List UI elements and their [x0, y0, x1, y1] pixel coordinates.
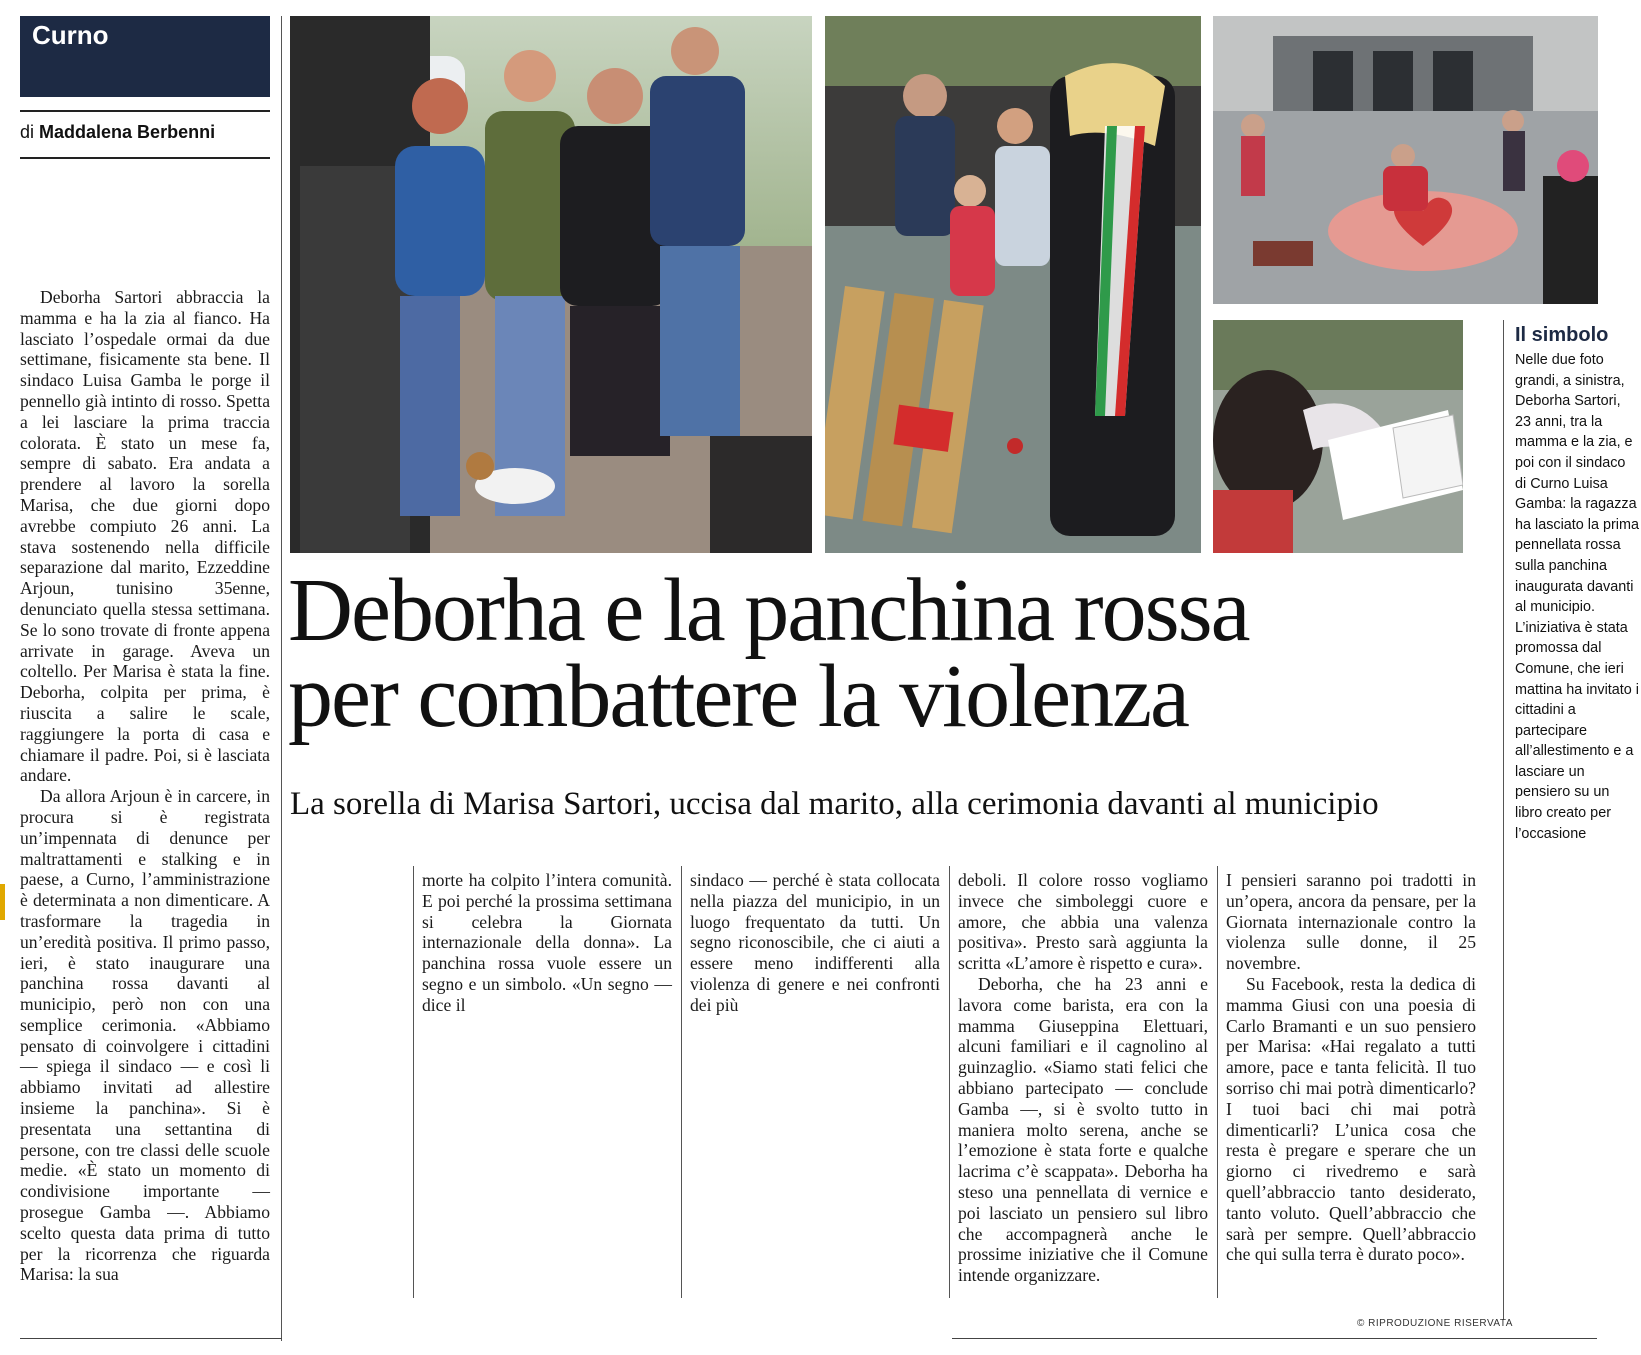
column-divider [281, 16, 282, 1341]
bottom-rule-left [20, 1338, 282, 1339]
byline-rule-bottom [20, 157, 270, 159]
body-paragraph: Su Facebook, resta la dedica di mamma Giusi con una poesia di Carlo Bramanti e un suo pensiero per Marisa: «Hai regalato a tutti amore, pace e tanta felicità. Il tuo sorriso chi mai potrà dimenticarlo? I tuoi baci chi mai potrà dimenticarli? L’unica cosa che resta è pregare e sperare che un giorno ci rivedremo e sarà quell’abbraccio tanto desiderato, tanto voluto. Quell’abbraccio che sarà per sempre. Quell’abbraccio che qui sulla terra è durato poco». [1226, 973, 1476, 1265]
photo-guest-book-image [1213, 320, 1463, 553]
caption-text: Nelle due foto grandi, a sinistra, Deborha Sartori, 23 anni, tra la mamma e la zia, e poi con il sindaco di Curno Luisa Gamba: la ragazza ha lasciato la prima pennellata rossa sulla panchina inaugurata davanti al municipio. L’iniziativa è stata promossa dal Comune, che ieri mattina ha invitato i cittadini a partecipare all’allestimento e a lasciare un pensiero su un libro creato per l’occasione [1515, 352, 1639, 842]
column-divider [413, 866, 414, 1298]
byline-author: Maddalena Berbenni [39, 122, 216, 142]
column-divider [1217, 866, 1218, 1298]
body-column-4 [958, 870, 1208, 1286]
body-column-5 [1226, 870, 1476, 1265]
body-paragraph: Da allora Arjoun è in carcere, in procura si è registrata un’impennata di denunce per maltrattamenti e stalking e in paese, a Curno, l’amministrazione è determinata a non dimenticare. A trasformare la tragedia in un’eredità positiva. Il primo passo, ieri, è stato inaugurare una panchina rossa davanti al municipio, però non con una semplice cerimonia. «Abbiamo pensato di coinvolgere i cittadini — spiega il sindaco — e così li abbiamo invitati ad allestire insieme la panchina». Si è presentata una settantina di persone, con tre classi delle scuole medie. «È stato un momento di condivisione importante — prosegue Gamba —. Abbiamo scelto questa data prima di tutto per la ricorrenza che riguarda Marisa: la sua [20, 786, 270, 1285]
photo-square-heart-image [1213, 16, 1598, 304]
section-label: Curno [32, 20, 109, 50]
body-column-1 [20, 287, 270, 1285]
headline-line-2: per combattere la violenza [288, 647, 1188, 746]
body-paragraph: Deborha, che ha 23 anni e lavora come barista, era con la mamma Giuseppina Elettuari, alcuni familiari e il cagnolino al guinzaglio. «Siamo stati felici che abbiano partecipato — conclude Gamba —, si è svolto tutto in maniera molto serena, anche se l’emozione è stata forte e qualche lacrima c’è scappata». Deborha ha steso una pennellata di vernice e poi lasciato un pensiero sul libro che accompagnerà anche le prossime iniziative che il Comune intende organizzare. [958, 973, 1208, 1286]
bottom-rule-right [952, 1338, 1597, 1339]
photo-deborha-family-image [290, 16, 812, 553]
byline-prefix: di [20, 122, 35, 142]
body-column-3 [690, 870, 940, 1016]
headline [288, 561, 1488, 746]
body-paragraph: deboli. Il colore rosso vogliamo invece che simboleggi cuore e amore, che abbia una valenza positiva». Presto sarà aggiunta la scritta «L’amore è rispetto e cura». [958, 870, 1208, 974]
margin-marker [0, 884, 5, 920]
body-column-2 [422, 870, 672, 1016]
photo-deborha-family [290, 16, 812, 553]
photo-square-heart [1213, 16, 1598, 304]
caption-title: Il simbolo [1515, 324, 1609, 346]
photo-bench-painting-image [825, 16, 1201, 553]
caption-divider [1503, 320, 1504, 1320]
body-paragraph: morte ha colpito l’intera comunità. E poi perché la prossima settimana si celebra la Giornata internazionale della donna». La panchina rossa vuole essere un segno e un simbolo. «Un segno — dice il [422, 870, 672, 1015]
subheadline: La sorella di Marisa Sartori, uccisa dal marito, alla cerimonia davanti al municipio [290, 786, 1379, 822]
body-paragraph: I pensieri saranno poi tradotti in un’opera, ancora da pensare, per la Giornata internazionale contro la violenza sulle donne, il 25 novembre. [1226, 870, 1476, 974]
copyright-notice: © RIPRODUZIONE RISERVATA [1357, 1318, 1513, 1329]
column-divider [681, 866, 682, 1298]
byline-rule-top [20, 110, 270, 112]
column-divider [949, 866, 950, 1298]
body-paragraph: Deborha Sartori abbraccia la mamma e ha la zia al fianco. Ha lasciato l’ospedale ormai da due settimane, fisicamente sta bene. Il sindaco Luisa Gamba le porge il pennello già intinto di rosso. Spetta a lei lasciare la prima traccia colorata. È stato un mese fa, sempre di sabato. Era andata a prendere al lavoro la sorella Marisa, che due giorni dopo avrebbe compiuto 26 anni. La stava sostenendo nella difficile separazione dal marito, Ezzeddine Arjoun, tunisino 35enne, denunciato quella stessa settimana. Se lo sono trovate di fronte appena arrivate in garage. Aveva un coltello. Per Marisa è stata la fine. Deborha, colpita per prima, è riuscita a salire le scale, raggiungere la porta di casa e chiamare il padre. Poi, si è lasciata andare. [20, 287, 270, 786]
photo-guest-book [1213, 320, 1463, 553]
photo-bench-painting [825, 16, 1201, 553]
body-paragraph: sindaco — perché è stata collocata nella piazza del municipio, in un luogo frequentato da tutti. Un segno riconoscibile, che ci aiuti a essere meno indifferenti alla violenza di genere e nei confronti dei più [690, 870, 940, 1015]
byline [20, 122, 215, 143]
headline-line-1: Deborha e la panchina rossa [288, 561, 1249, 660]
